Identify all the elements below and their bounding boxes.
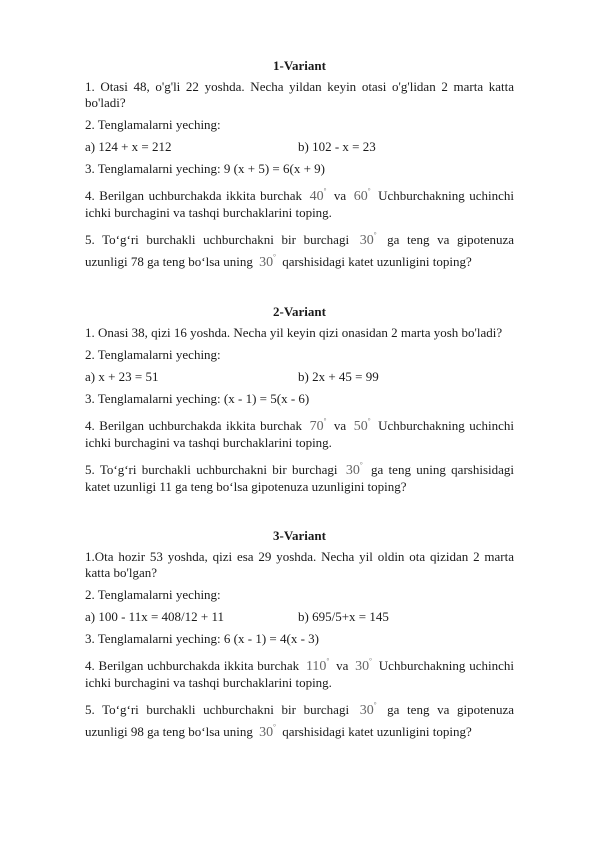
angle-value: 70° [309,417,327,434]
variant-2 [85,304,514,495]
angle-value: 30° [359,231,377,248]
angle-value: 30° [345,461,363,478]
question-4: 4. Berilgan uchburchakda ikkita burchak 110° va 30° Uchburchakning uchinchi ichki burchagini va tashqi burchaklarini toping. [85,657,514,690]
equation-a: a) x + 23 = 51 [85,369,159,384]
angle-value: 30° [359,701,377,718]
angle-value: 30° [259,723,276,740]
angle-value: 30° [259,253,276,270]
section-spacer [85,501,514,528]
document-page [85,58,514,747]
question-5: 5. To‘g‘ri burchakli uchburchakni bir burchagi 30° ga teng uning qarshisidagi katet uzunligi 11 ga teng bo‘lsa gipotenuza uzunligini toping? [85,461,515,494]
variant-title: 2-Variant [273,304,326,319]
question-2-equations [85,369,514,385]
question-3: 3. Tenglamalarni yeching: 6 (x - 1) = 4(x - 3) [85,631,319,646]
angle-value: 60° [353,187,371,204]
equation-b: b) 2x + 45 = 99 [298,369,379,384]
question-3: 3. Tenglamalarni yeching: 9 (x + 5) = 6(x + 9) [85,161,325,176]
question-2: 2. Tenglamalarni yeching: [85,587,221,602]
equation-b: b) 102 - x = 23 [298,139,376,154]
question-1: 1. Otasi 48, o'g'li 22 yoshda. Necha yildan keyin otasi o'g'lidan 2 marta katta bo'ladi? [85,79,514,110]
question-2: 2. Tenglamalarni yeching: [85,347,221,362]
question-2-equations [85,609,514,625]
angle-value: 50° [353,417,371,434]
question-1: 1.Ota hozir 53 yoshda, qizi esa 29 yoshda. Necha yil oldin ota qizidan 2 marta katta bo'lgan? [85,549,514,580]
angle-value: 30° [355,657,372,674]
question-1: 1. Onasi 38, qizi 16 yoshda. Necha yil keyin qizi onasidan 2 marta yosh bo'ladi? [85,325,503,340]
question-5: 5. To‘g‘ri burchakli uchburchakni bir burchagi 30° ga teng va gipotenuza uzunligi 98 ga teng bo‘lsa uning 30° qarshisidagi katet uzunligini toping? [85,701,515,740]
angle-value: 40° [309,187,327,204]
equation-b: b) 695/5+x = 145 [298,609,389,624]
variant-title: 3-Variant [273,528,326,543]
angle-value: 110° [305,657,330,674]
question-4: 4. Berilgan uchburchakda ikkita burchak 40° va 60° Uchburchakning uchinchi ichki burchagini va tashqi burchaklarini toping. [85,187,514,220]
question-2: 2. Tenglamalarni yeching: [85,117,221,132]
equation-a: a) 124 + x = 212 [85,139,172,154]
question-3: 3. Tenglamalarni yeching: (x - 1) = 5(x - 6) [85,391,310,406]
question-2-equations [85,139,514,155]
section-spacer [85,277,514,304]
variant-1 [85,58,514,271]
variant-title: 1-Variant [273,58,326,73]
question-5: 5. To‘g‘ri burchakli uchburchakni bir burchagi 30° ga teng va gipotenuza uzunligi 78 ga teng bo‘lsa uning 30° qarshisidagi katet uzunligini toping? [85,231,515,270]
question-4: 4. Berilgan uchburchakda ikkita burchak 70° va 50° Uchburchakning uchinchi ichki burchagini va tashqi burchaklarini toping. [85,417,514,450]
variant-3 [85,528,514,741]
equation-a: a) 100 - 11x = 408/12 + 11 [85,609,224,624]
